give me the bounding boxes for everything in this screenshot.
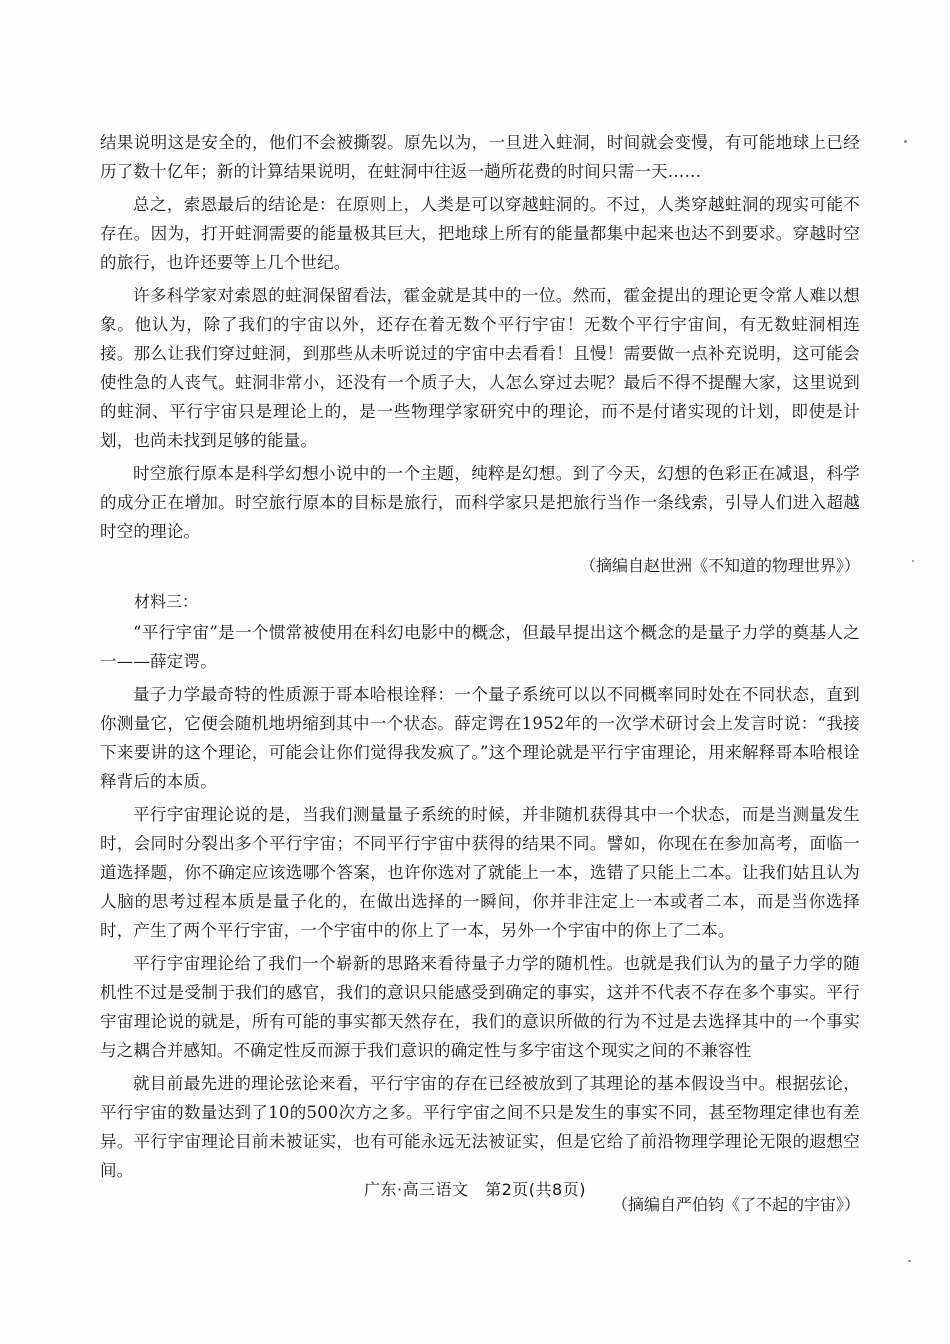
page-body — [100, 128, 860, 1227]
paragraph: 总之，索恩最后的结论是：在原则上，人类是可以穿越蛀洞的。不过，人类穿越蛀洞的现实可能不存在。因为，打开蛀洞需要的能量极其巨大，把地球上所有的能量都集中起来也达不到要求。穿越时空的旅行，也许还要等上几个世纪。 — [100, 195, 860, 272]
scan-speck — [908, 1260, 911, 1262]
page-footer: 广东·高三语文 第2页(共8页) — [364, 1180, 586, 1199]
source-citation: （摘编自严伯钧《了不起的宇宙》） — [611, 1195, 860, 1214]
source-citation: （摘编自赵世洲《不知道的物理世界》） — [579, 556, 860, 575]
paragraph: 时空旅行原本是科学幻想小说中的一个主题，纯粹是幻想。到了今天，幻想的色彩正在减退，科学的成分正在增加。时空旅行原本的目标是旅行，而科学家只是把旅行当作一条线索，引导人们进入超越时空的理论。 — [100, 464, 860, 541]
paragraph: “平行宇宙”是一个惯常被使用在科幻电影中的概念，但最早提出这个概念的是量子力学的奠基人之一——薛定谔。 — [100, 623, 860, 671]
scan-speck — [912, 560, 914, 562]
paragraph: 结果说明这是安全的，他们不会被撕裂。原先以为，一旦进入蛀洞，时间就会变慢，有可能地球上已经历了数十亿年；新的计算结果说明，在蛀洞中往返一趟所花费的时间只需一天…… — [100, 133, 860, 181]
paragraph: 平行宇宙理论给了我们一个崭新的思路来看待量子力学的随机性。也就是我们认为的量子力学的随机性不过是受制于我们的感官，我们的意识只能感受到确定的事实，这并不代表不存在多个事实。平行宇宙理论说的就是，所有可能的事实都天然存在，我们的意识所做的行为不过是去选择其中的一个事实与之耦合并感知。不确定性反而源于我们意识的确定性与多宇宙这个现实之间的不兼容性 — [100, 954, 860, 1060]
paragraph: 就目前最先进的理论弦论来看，平行宇宙的存在已经被放到了其理论的基本假设当中。根据弦论，平行宇宙的数量达到了10的500次方之多。平行宇宙之间不只是发生的事实不同，甚至物理定律也有差异。平行宇宙理论目前未被证实，也有可能永远无法被证实，但是它给了前沿物理学理论无限的遐想空间。 — [100, 1074, 860, 1180]
paragraph: 量子力学最奇特的性质源于哥本哈根诠释：一个量子系统可以以不同概率同时处在不同状态，直到你测量它，它便会随机地坍缩到其中一个状态。薛定谔在1952年的一次学术研讨会上发言时说：“我接下来要讲的这个理论，可能会让你们觉得我发疯了。”这个理论就是平行宇宙理论，用来解释哥本哈根诠释背后的本质。 — [100, 685, 860, 791]
paragraph: 许多科学家对索恩的蛀洞保留看法，霍金就是其中的一位。然而，霍金提出的理论更令常人难以想象。他认为，除了我们的宇宙以外，还存在着无数个平行宇宙！无数个平行宇宙间，有无数蛀洞相连接。那么让我们穿过蛀洞，到那些从未听说过的宇宙中去看看！且慢！需要做一点补充说明，这可能会使性急的人丧气。蛀洞非常小，还没有一个质子大，人怎么穿过去呢？最后不得不提醒大家，这里说到的蛀洞、平行宇宙只是理论上的，是一些物理学家研究中的理论，而不是付诸实现的计划，即使是计划，也尚未找到足够的能量。 — [100, 286, 860, 450]
scan-speck — [904, 140, 907, 143]
material-heading: 材料三： — [134, 592, 199, 611]
paragraph: 平行宇宙理论说的是，当我们测量量子系统的时候，并非随机获得其中一个状态，而是当测量发生时，会同时分裂出多个平行宇宙；不同平行宇宙中获得的结果不同。譬如，你现在在参加高考，面临一道选择题，你不确定应该选哪个答案，也许你选对了就能上一本，选错了只能上二本。让我们姑且认为人脑的思考过程本质是量子化的，在做出选择的一瞬间，你并非注定上一本或者二本，而是当你选择时，产生了两个平行宇宙，一个宇宙中的你上了一本，另外一个宇宙中的你上了二本。 — [100, 805, 860, 940]
